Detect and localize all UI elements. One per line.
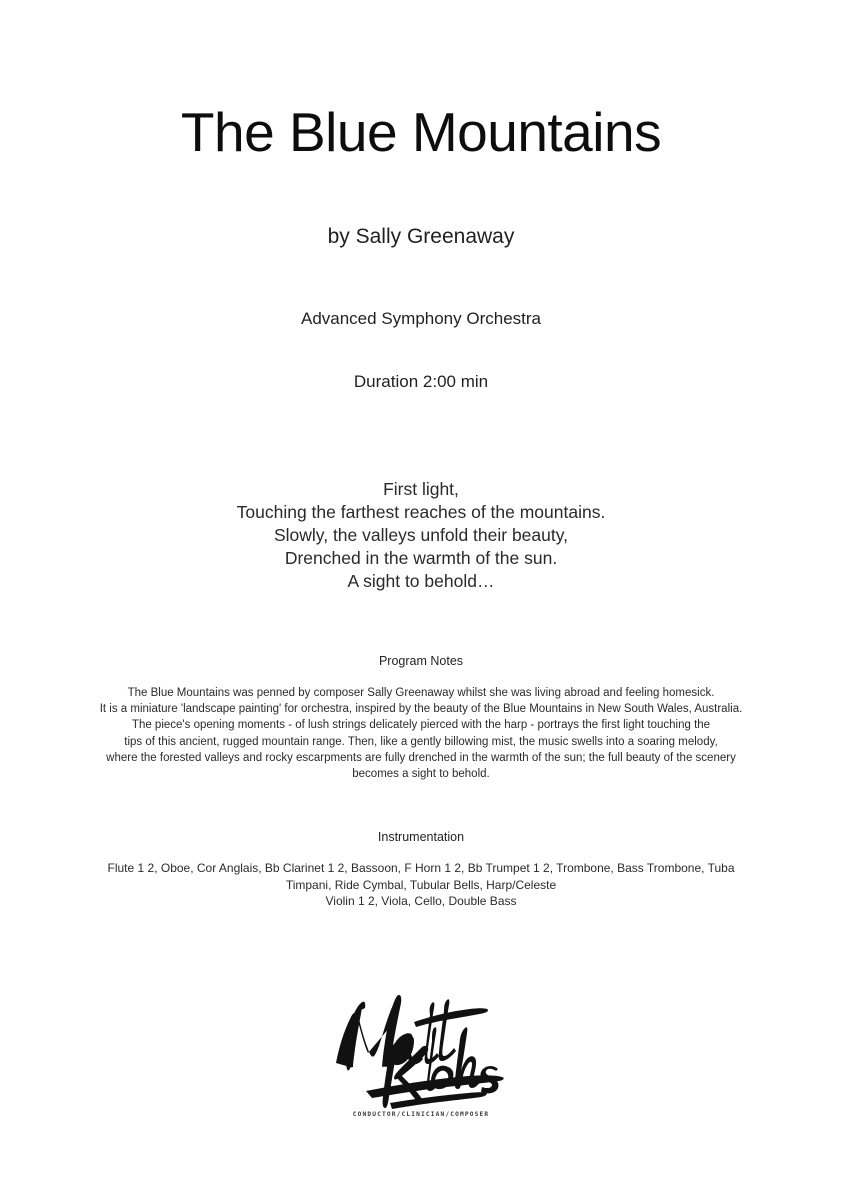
signature-block [0, 975, 842, 1118]
duration-label: Duration 2:00 min [353, 372, 489, 391]
poem-line: Touching the farthest reaches of the mountains. [236, 502, 606, 522]
signature-caption: CONDUCTOR/CLINICIAN/COMPOSER [352, 1111, 490, 1118]
composer-credit: by Sally Greenaway [327, 225, 515, 248]
instrumentation-heading: Instrumentation [377, 830, 465, 844]
instrumentation-line: Violin 1 2, Viola, Cello, Double Bass [325, 894, 517, 908]
program-notes-line: where the forested valleys and rocky escarpments are fully drenched in the warmth of the sun; the full beauty of the scenery [106, 751, 736, 764]
poem-epigraph [0, 478, 842, 593]
program-notes-body [0, 685, 842, 782]
poem-line: A sight to behold… [347, 571, 495, 591]
program-notes-heading: Program Notes [378, 654, 464, 668]
ensemble-label: Advanced Symphony Orchestra [300, 309, 541, 328]
poem-line: Slowly, the valleys unfold their beauty, [273, 525, 569, 545]
program-notes-line: The piece's opening moments - of lush strings delicately pierced with the harp - portrays the first light touching the [131, 719, 711, 732]
poem-line: Drenched in the warmth of the sun. [284, 548, 558, 568]
program-notes-line: It is a miniature 'landscape painting' for orchestra, inspired by the beauty of the Blue Mountains in New South Wales, Australia. [99, 703, 743, 716]
program-notes-line: tips of this ancient, rugged mountain range. Then, like a gently billowing mist, the music swells into a soaring melody, [124, 735, 718, 748]
poem-line: First light, [383, 479, 459, 499]
instrumentation-line: Timpani, Ride Cymbal, Tubular Bells, Harp/Celeste [285, 877, 557, 892]
page-title: The Blue Mountains [180, 101, 662, 163]
program-notes-line: The Blue Mountains was penned by composer Sally Greenaway whilst she was living abroad and feeling homesick. [127, 687, 715, 699]
instrumentation-line: Flute 1 2, Oboe, Cor Anglais, Bb Clarinet 1 2, Bassoon, F Horn 1 2, Bb Trumpet 1 2, Trombone, Bass Trombone, Tuba [107, 861, 735, 875]
program-notes-line: becomes a sight to behold. [352, 768, 490, 781]
instrumentation-body [0, 860, 842, 910]
handwritten-signature-icon [326, 975, 516, 1110]
